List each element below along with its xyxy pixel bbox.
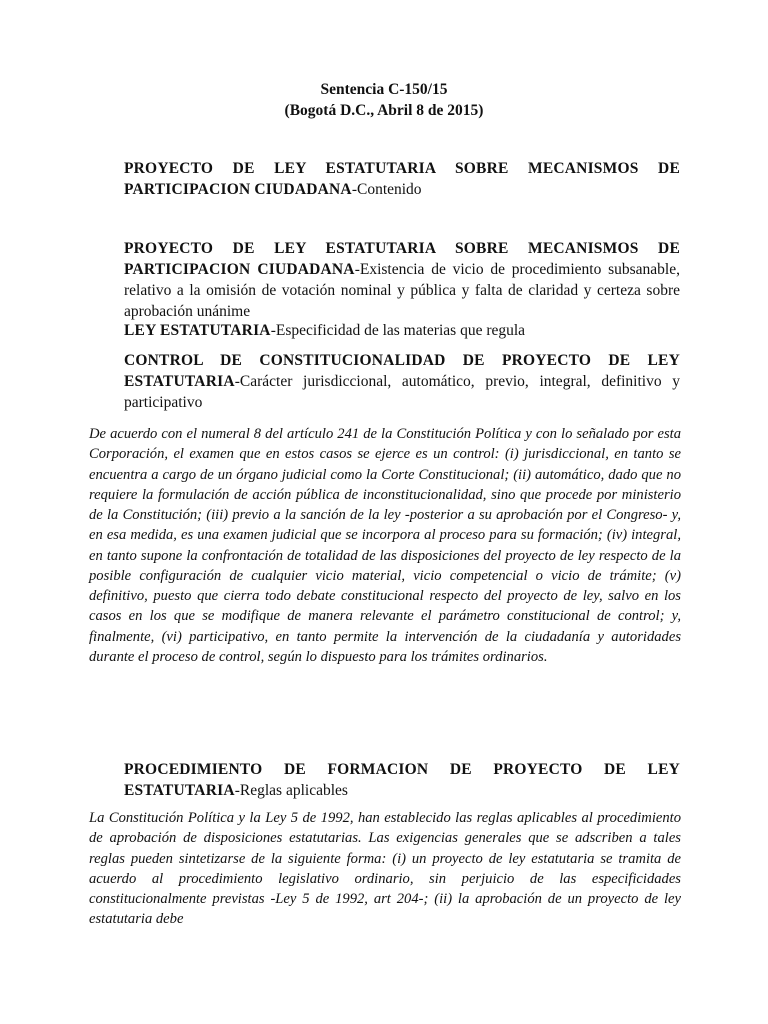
heading-participacion-contenido [124, 158, 680, 200]
title-date: (Bogotá D.C., Abril 8 de 2015) [284, 102, 484, 119]
title-case-number: Sentencia C-150/15 [320, 81, 448, 98]
heading-rest-text: -Contenido [351, 181, 422, 198]
paragraph-reglas-aplicables: La Constitución Política y la Ley 5 de 1992, han establecido las reglas aplicables al procedimiento de aprobación de disposiciones estatutarias. Las exigencias generales que se adscriben a tales reglas pueden sintetizarse de la siguiente forma: (i) un proyecto de ley estatutaria se tramita de acuerdo al procedimiento legislativo ordinario, sin perjuicio de las especificidades constitucionalmente previstas -Ley 5 de 1992, art 204-; (ii) la aprobación de un proyecto de ley estatutaria debe [89, 810, 681, 928]
heading-rest-text: -Especificidad de las materias que regula [270, 322, 526, 339]
heading-bold-text: LEY ESTATUTARIA [124, 322, 271, 339]
heading-bold-text: PROCEDIMIENTO DE FORMACION DE PROYECTO DE LEY ESTATUTARIA [124, 761, 680, 799]
heading-control-constitucionalidad [124, 350, 680, 413]
heading-rest-text: -Reglas aplicables [234, 782, 348, 799]
paragraph-control-description: De acuerdo con el numeral 8 del artículo 241 de la Constitución Política y con lo señalado por esta Corporación, el examen que en estos casos se ejerce es un control: (i) jurisdiccional, en tanto se encuentra a cargo de un órgano judicial como la Corte Constitucional; (ii) automático, dado que no requiere la formulación de acción pública de inconstitucionalidad, sino que procede por ministerio de la Constitución; (iii) previo a la sanción de la ley -posterior a su aprobación por el Congreso- y, en esa medida, es una examen judicial que se incorpora al proceso para su formación; (iv) integral, en tanto supone la confrontación de totalidad de las disposiciones del proyecto de ley respecto de la posible configuración de cualquier vicio material, vicio competencial o vicio de trámite; (v) definitivo, puesto que cierra todo debate constitucional respecto del proyecto de ley, salvo en los casos en los que se modifique de manera relevante el parámetro constitucional de control; y, finalmente, (vi) participativo, en tanto permite la intervención de la ciudadanía y autoridades durante el proceso de control, según lo dispuesto para los trámites ordinarios. [89, 426, 681, 665]
heading-rest-text: -Carácter jurisdiccional, automático, previo, integral, definitivo y participativo [124, 373, 680, 411]
heading-bold-text: CONTROL DE CONSTITUCIONALIDAD DE PROYECTO DE LEY ESTATUTARIA [124, 352, 680, 390]
heading-bold-text: PROYECTO DE LEY ESTATUTARIA SOBRE MECANISMOS DE PARTICIPACION CIUDADANA [124, 240, 680, 278]
document-title [0, 79, 768, 121]
heading-ley-estatutaria [124, 320, 680, 341]
heading-rest-text: -Existencia de vicio de procedimiento subsanable, relativo a la omisión de votación nominal y pública y falta de claridad y certeza sobre aprobación unánime [124, 261, 680, 320]
heading-participacion-vicio [124, 238, 680, 322]
heading-bold-text: PROYECTO DE LEY ESTATUTARIA SOBRE MECANISMOS DE PARTICIPACION CIUDADANA [124, 160, 680, 198]
heading-procedimiento-formacion [124, 759, 680, 801]
